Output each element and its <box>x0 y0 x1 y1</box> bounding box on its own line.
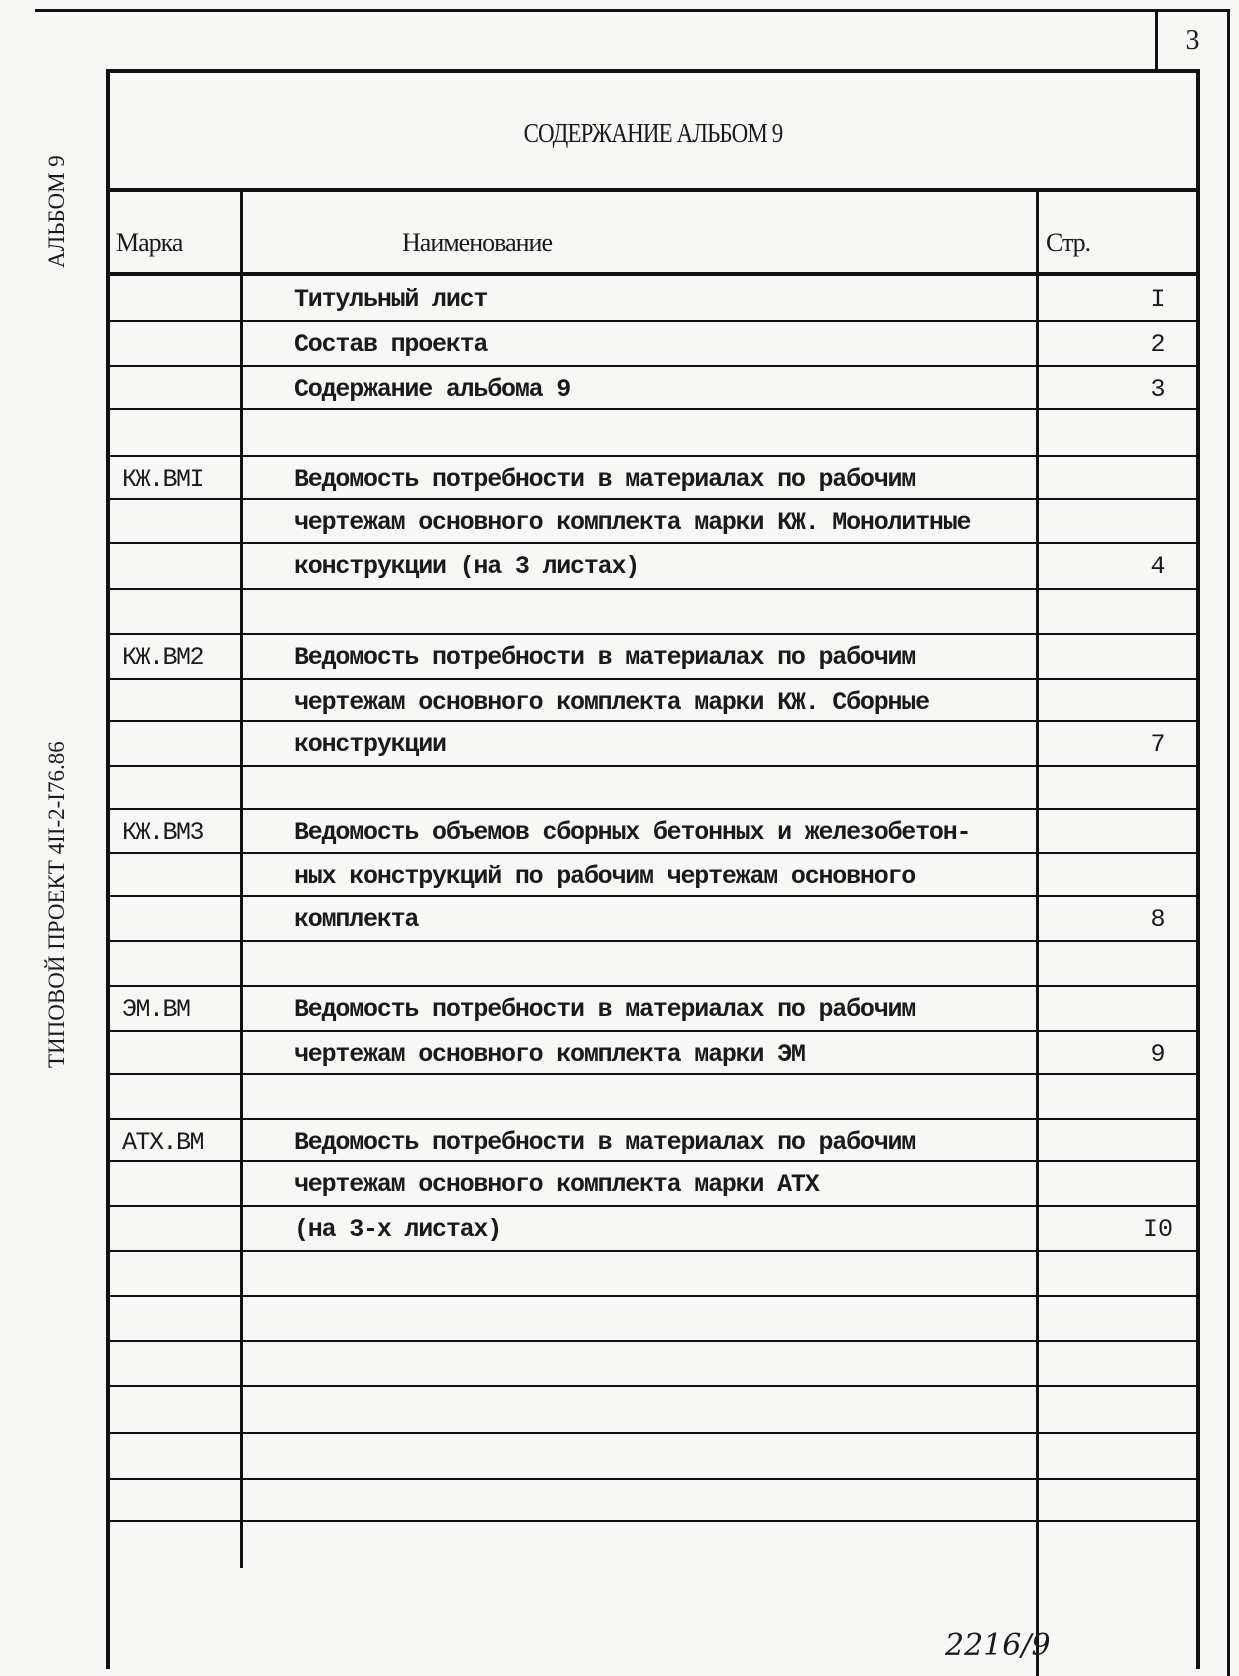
row-divider <box>106 765 1200 767</box>
table-row <box>106 498 1200 544</box>
row-divider <box>106 498 1200 500</box>
cell-name: Титульный лист <box>294 285 488 314</box>
cell-name: чертежам основного комплекта марки КЖ. Монолитные <box>294 508 971 537</box>
table-row <box>106 408 1200 454</box>
sheet-number: 3 <box>1185 25 1200 56</box>
row-divider <box>106 320 1200 322</box>
row-divider <box>106 1340 1200 1342</box>
row-divider <box>106 985 1200 987</box>
table-row <box>106 1295 1200 1341</box>
row-divider <box>106 1520 1200 1522</box>
cell-name: Состав проекта <box>294 330 488 359</box>
table-row <box>106 455 1200 501</box>
table-row <box>106 365 1200 411</box>
cell-name: комплекта <box>294 905 419 934</box>
cell-name: чертежам основного комплекта марки АТХ <box>294 1170 819 1199</box>
table-row <box>106 320 1200 366</box>
table-row <box>106 1030 1200 1076</box>
table-row <box>106 1250 1200 1296</box>
table-row <box>106 808 1200 854</box>
cell-name: Ведомость потребности в материалах по рабочим <box>294 1128 916 1157</box>
cell-page: 7 <box>1150 730 1166 759</box>
row-divider <box>106 1205 1200 1207</box>
cell-page: 2 <box>1150 330 1166 359</box>
cell-page: 9 <box>1150 1040 1166 1069</box>
cell-page: 3 <box>1150 375 1166 404</box>
cell-mark: ЭМ.ВМ <box>122 995 190 1024</box>
cell-page: 4 <box>1150 552 1166 581</box>
cell-name: Ведомость объемов сборных бетонных и железобетон- <box>294 818 971 847</box>
cell-mark: КЖ.ВМ3 <box>122 818 204 847</box>
table-row <box>106 1160 1200 1206</box>
cell-mark: АТХ.ВМ <box>122 1128 204 1157</box>
row-divider <box>106 720 1200 722</box>
row-divider <box>106 1160 1200 1162</box>
row-divider <box>106 1030 1200 1032</box>
row-divider <box>106 678 1200 680</box>
cell-name: Ведомость потребности в материалах по рабочим <box>294 465 916 494</box>
table-row <box>106 1340 1200 1386</box>
header-page: Стр. <box>1046 228 1091 257</box>
row-divider <box>106 852 1200 854</box>
page-title: СОДЕРЖАНИЕ АЛЬБОМ 9 <box>523 118 783 148</box>
header-name: Наименование <box>402 228 552 257</box>
table-row <box>106 940 1200 986</box>
cell-name: Ведомость потребности в материалах по рабочим <box>294 643 916 672</box>
document-stamp: 2216/9 <box>945 1628 1051 1663</box>
cell-mark: КЖ.ВМI <box>122 465 204 494</box>
row-divider <box>106 895 1200 897</box>
header-mark: Марка <box>116 228 183 257</box>
table-row <box>106 720 1200 766</box>
row-divider <box>106 588 1200 590</box>
table-row <box>106 765 1200 811</box>
cell-page: I <box>1150 285 1166 314</box>
row-divider <box>106 1250 1200 1252</box>
row-divider <box>106 1118 1200 1120</box>
table-row <box>106 1073 1200 1119</box>
row-divider <box>106 1073 1200 1075</box>
outer-right-border <box>1227 70 1230 1676</box>
cell-page: 8 <box>1150 905 1166 934</box>
side-label-album: АЛЬБОМ 9 <box>44 155 69 268</box>
row-divider <box>106 365 1200 367</box>
table-row <box>106 985 1200 1031</box>
table-row <box>106 1118 1200 1164</box>
cell-mark: КЖ.ВМ2 <box>122 643 204 672</box>
table-row <box>106 852 1200 898</box>
table-row <box>106 275 1200 321</box>
cell-name: (на 3-х листах) <box>294 1215 502 1244</box>
cell-name: чертежам основного комплекта марки КЖ. Сборные <box>294 688 929 717</box>
sheet-number-box <box>1155 11 1230 70</box>
row-divider <box>106 633 1200 635</box>
row-divider <box>106 940 1200 942</box>
row-divider <box>106 455 1200 457</box>
row-divider <box>106 408 1200 410</box>
table-row <box>106 1205 1200 1251</box>
table-row <box>106 542 1200 588</box>
cell-name: ных конструкций по рабочим чертежам основного <box>294 862 916 891</box>
row-divider <box>106 1432 1200 1434</box>
cell-name: Содержание альбома 9 <box>294 375 571 404</box>
row-divider <box>106 1295 1200 1297</box>
table-row <box>106 1432 1200 1478</box>
cell-name: чертежам основного комплекта марки ЭМ <box>294 1040 805 1069</box>
side-label-project: ТИПОВОЙ ПРОЕКТ 4II-2-I76.86 <box>44 741 69 1068</box>
row-divider <box>106 1385 1200 1387</box>
row-divider <box>106 808 1200 810</box>
cell-name: Ведомость потребности в материалах по рабочим <box>294 995 916 1024</box>
table-row <box>106 895 1200 941</box>
cell-name: конструкции (на 3 листах) <box>294 552 640 581</box>
table-row <box>106 1385 1200 1431</box>
table-row <box>106 678 1200 724</box>
cell-page: I0 <box>1142 1215 1173 1244</box>
table-row <box>106 633 1200 679</box>
row-divider <box>106 542 1200 544</box>
top-border-line <box>35 9 1230 12</box>
table-row <box>106 1478 1200 1524</box>
cell-name: конструкции <box>294 730 446 759</box>
row-divider <box>106 1478 1200 1480</box>
table-row <box>106 588 1200 634</box>
